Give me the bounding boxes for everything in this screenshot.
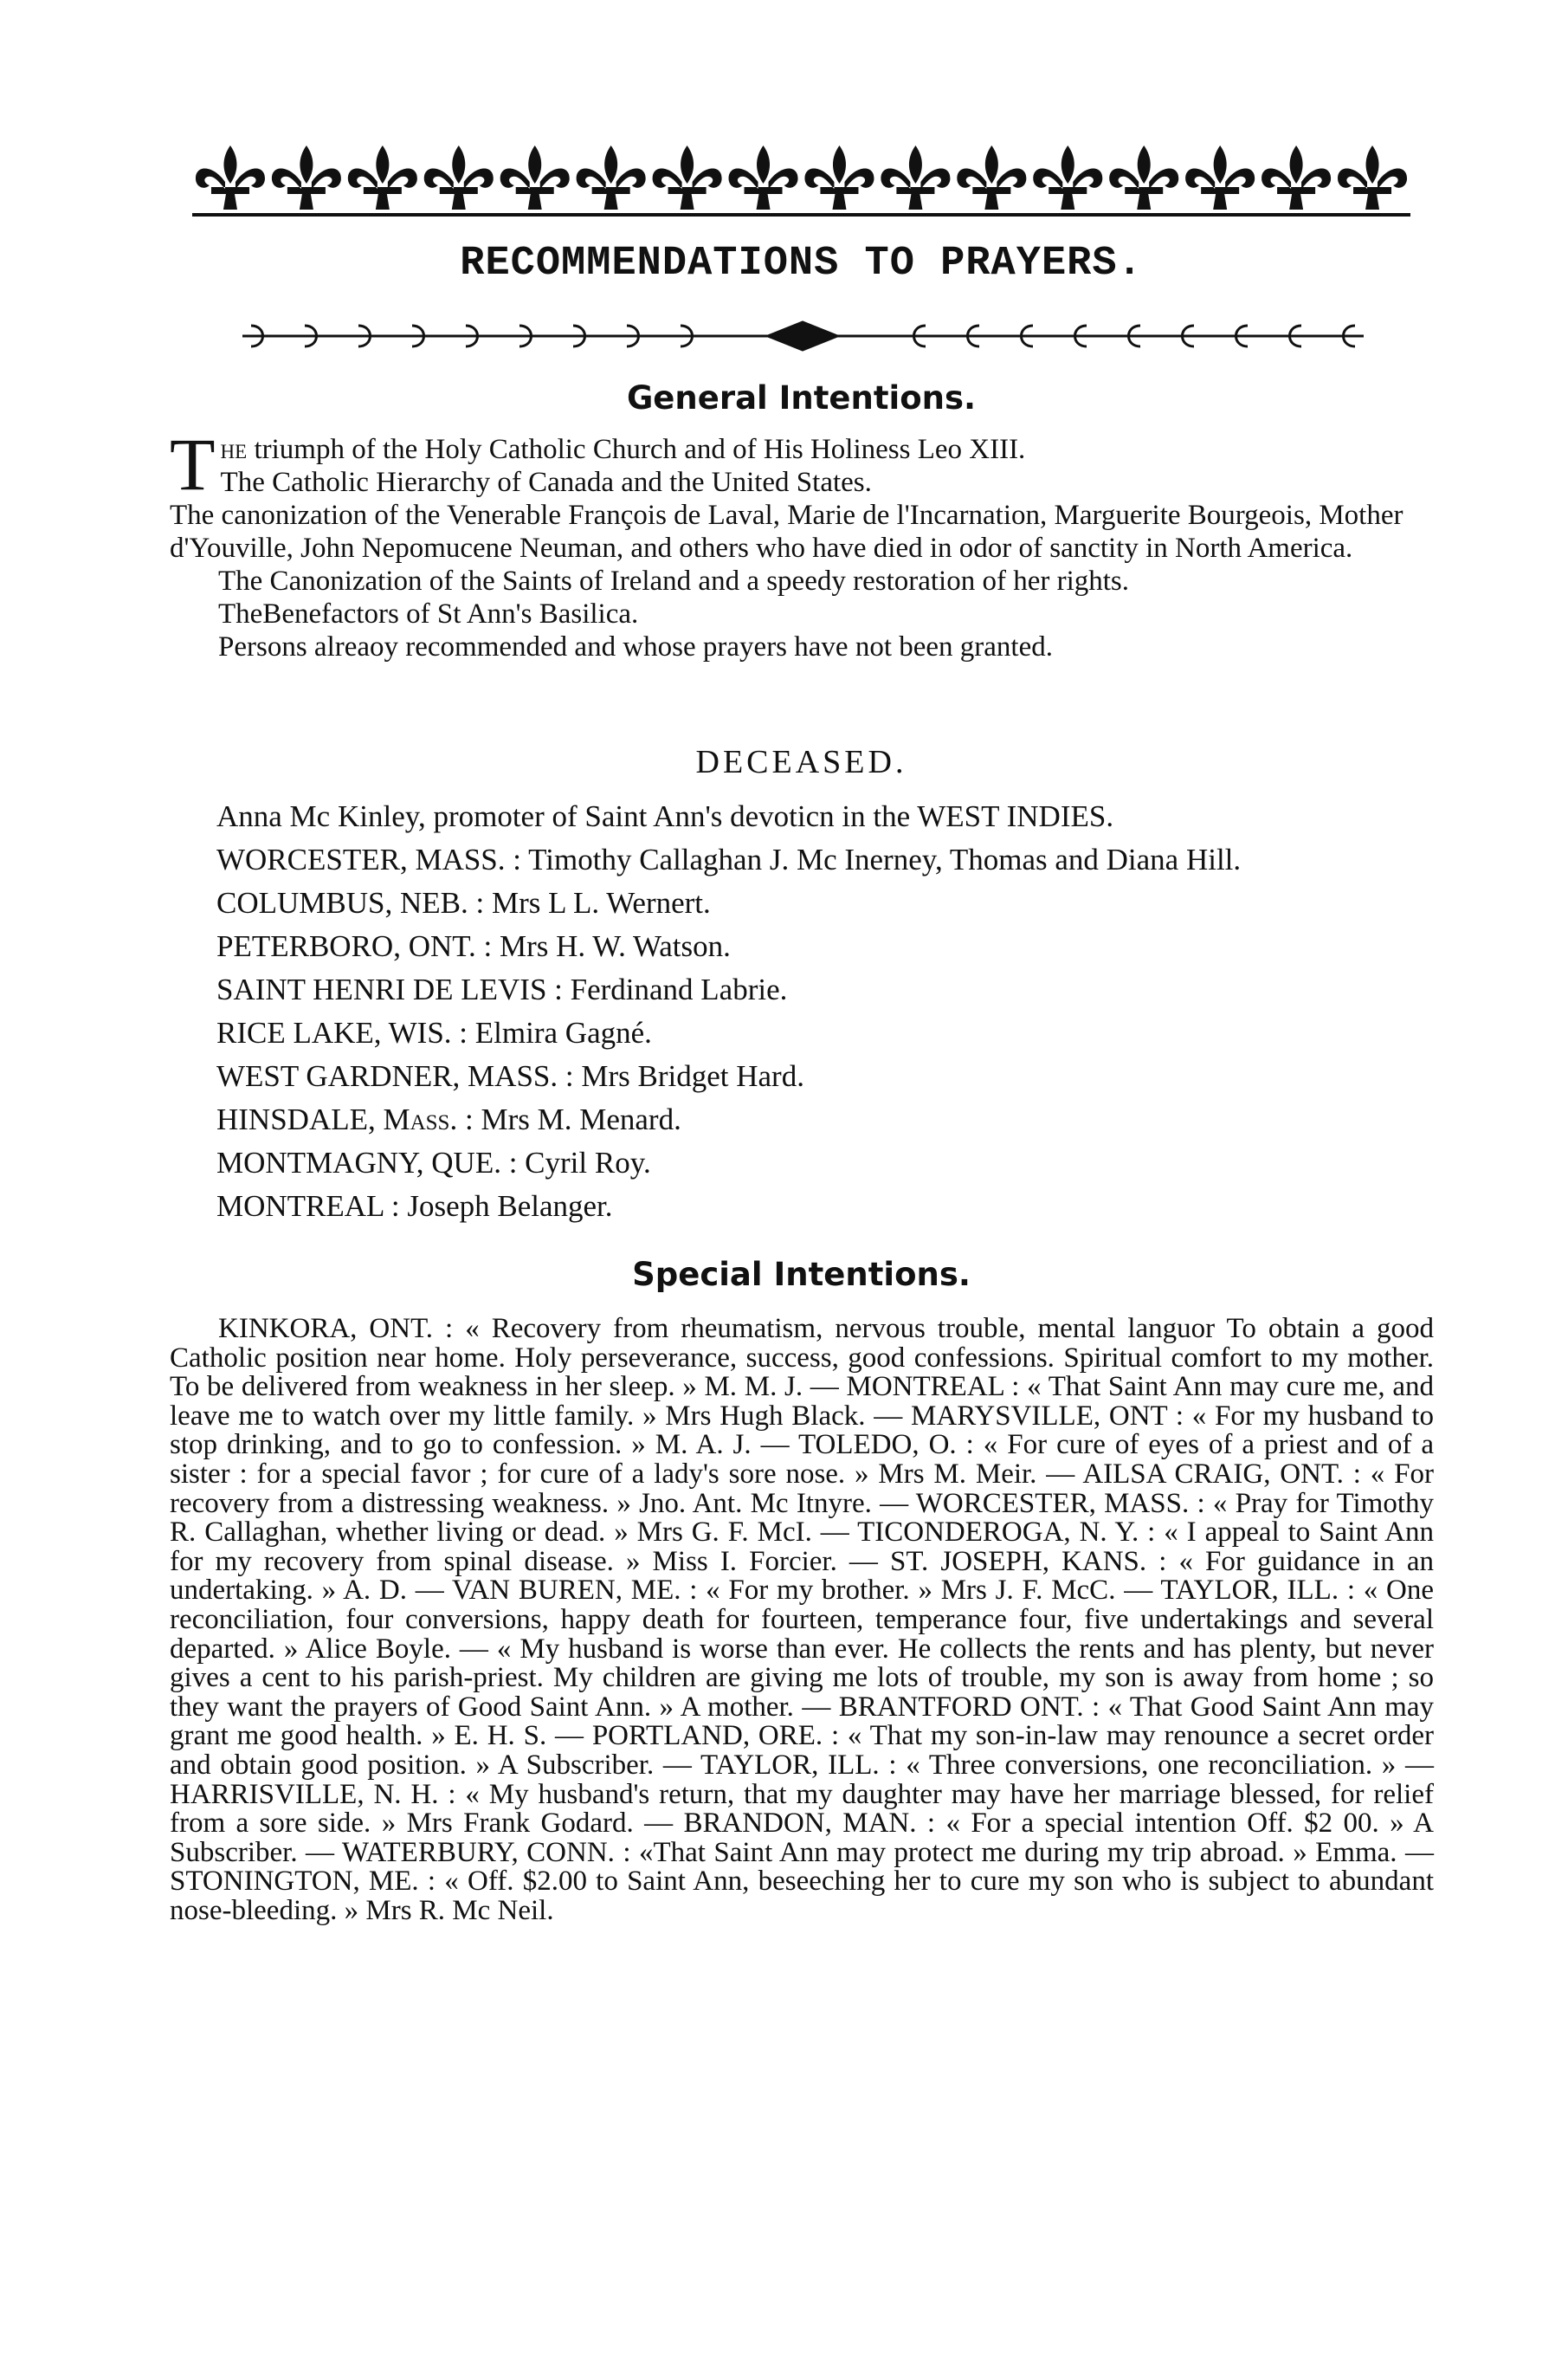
fleur-de-lis-icon [348,146,417,210]
deceased-place: COLUMBUS, NEB. : [216,886,485,920]
deceased-entry [216,1012,1446,1055]
deceased-place: WORCESTER, MASS. : [216,843,521,876]
deceased-place: RICE LAKE, WIS. : [216,1016,468,1050]
deceased-entry [216,882,1446,925]
deceased-place: WEST GARDNER, MASS. : [216,1059,574,1093]
deceased-place: MONTREAL : [216,1189,400,1223]
deceased-name: Mrs Bridget Hard. [581,1059,804,1093]
deceased-entry [216,968,1446,1012]
fleur-de-lis-icon [196,146,265,210]
deceased-heading: DECEASED. [695,744,907,780]
fleur-de-lis-icon [272,146,341,210]
divider-centerpiece [768,322,837,350]
drop-cap: T [170,423,216,506]
deceased-name: Cyril Roy. [525,1146,651,1180]
deceased-entry [216,1185,1446,1228]
deceased-name: Joseph Belanger. [407,1189,613,1223]
deceased-name: Mrs M. Menard. [481,1103,681,1136]
general-item-text: triumph of the Holy Catholic Church and of His Holiness Leo XIII. [254,434,1026,465]
fleur-de-lis-icon [424,146,494,210]
general-intentions-list [170,423,1436,663]
fleur-de-lis-icon [500,146,570,210]
deceased-name: Mrs L L. Wernert. [491,886,711,920]
special-intentions-heading: Special Intentions. [632,1256,971,1293]
fleur-de-lis-icon [1109,146,1178,210]
fleur-de-lis-border [192,139,1410,218]
general-item: The Catholic Hierarchy of Canada and the United States. [220,467,872,498]
deceased-entry [216,1098,1446,1141]
fleur-de-lis-icon [1261,146,1331,210]
deceased-name: Elmira Gagné. [474,1016,652,1050]
deceased-place: HINSDALE, Mass. : [216,1103,474,1136]
ornamental-divider [234,319,1372,353]
general-item: The canonization of the Venerable François de Laval, Marie de l'Incarnation, Marguerite Bourgeois, Mother d'Youville, John Nepomucene Neuman, and others who have died in odor of sanctity in North America. [170,500,1403,564]
deceased-place: SAINT HENRI DE LEVIS : [216,973,563,1006]
fleur-de-lis-icon [1033,146,1102,210]
deceased-place: MONTMAGNY, QUE. : [216,1146,518,1180]
deceased-entry [216,1055,1446,1098]
deceased-name: Timothy Callaghan J. Mc Inerney, Thomas and Diana Hill. [528,843,1242,876]
deceased-name: Anna Mc Kinley, promoter of Saint Ann's devoticn in the WEST INDIES. [216,799,1114,833]
fleur-de-lis-icon [1338,146,1407,210]
general-item: TheBenefactors of St Ann's Basilica. [218,598,639,630]
page-title: RECOMMENDATIONS TO PRAYERS. [460,241,1143,287]
fleur-de-lis-icon [577,146,646,210]
deceased-place: PETERBORO, ONT. : [216,929,493,963]
fleur-de-lis-icon [653,146,722,210]
deceased-entry [216,1141,1446,1185]
general-item-lead: he [220,434,248,465]
deceased-entry [216,795,1446,838]
deceased-list [216,795,1446,1228]
deceased-name: Ferdinand Labrie. [570,973,788,1006]
fleur-de-lis-icon [957,146,1026,210]
deceased-name: Mrs H. W. Watson. [500,929,731,963]
deceased-entry [216,838,1446,882]
special-intentions-text: KINKORA, ONT. : « Recovery from rheumatism, nervous trouble, mental languor To obtain a good Catholic position near home. Holy perseverance, success, good confessions. Spiritual comfort to my mother. To be delivered from weakness in her sleep. » M. M. J. — MONTREAL : « That Saint Ann may cure me, and leave me to watch over my little family. » Mrs Hugh Black. — MARYSVILLE, ONT : « For my husband to stop drinking, and to go to confession. » M. A. J. — TOLEDO, O. : « For cure of eyes of a priest and of a sister : for a special favor ; for cure of a lady's sore nose. » Mrs M. Meir. — AILSA CRAIG, ONT. : « For recovery from a distressing weakness. » Jno. Ant. Mc Itnyre. — WORCESTER, MASS. : « Pray for Timothy R. Callaghan, whether living or dead. » Mrs G. F. McI. — TICONDEROGA, N. Y. : « I appeal to Saint Ann for my recovery from spinal disease. » Miss I. Forcier. — ST. JOSEPH, KANS. : « For guidance in an undertaking. » A. D. — VAN BUREN, ME. : « For my brother. » Mrs J. F. McC. — TAYLOR, ILL. : « One reconciliation, four conversions, happy death for fourteen, temperance four, five undertakings and several departed. » Alice Boyle. — « My husband is worse than ever. He collects the rents and has plenty, but never gives a cent to his parish-priest. My children are giving me lots of trouble, my son is away from home ; so they want the prayers of Good Saint Ann. » A mother. — BRANTFORD ONT. : « That Good Saint Ann may grant me good health. » E. H. S. — PORTLAND, ORE. : « That my son-in-law may renounce a secret order and obtain good position. » A Subscriber. — TAYLOR, ILL. : « Three conversions, one reconciliation. » — HARRISVILLE, N. H. : « My husband's return, that my daughter may have her marriage blessed, for relief from a sore side. » Mrs Frank Godard. — BRANDON, MAN. : « For a special intention Off. $2 00. » A Subscriber. — WATERBURY, CONN. : «That Saint Ann may protect me during my trip abroad. » Emma. — STONINGTON, ME. : « Off. $2.00 to Saint Ann, beseeching her to cure my son who is subject to abundant nose-bleeding. » Mrs R. Mc Neil. [170,1313,1434,1926]
general-item: The Canonization of the Saints of Ireland and a speedy restoration of her rights. [218,566,1130,597]
top-rule [192,213,1410,217]
general-intentions-heading: General Intentions. [626,379,977,417]
fleur-de-lis-icon [804,146,874,210]
general-item: Persons alreaoy recommended and whose prayers have not been granted. [218,631,1053,663]
fleur-de-lis-icon [1185,146,1255,210]
fleur-de-lis-icon [881,146,950,210]
deceased-entry [216,925,1446,968]
special-intentions-body [170,1315,1434,1925]
fleur-de-lis-icon [729,146,798,210]
